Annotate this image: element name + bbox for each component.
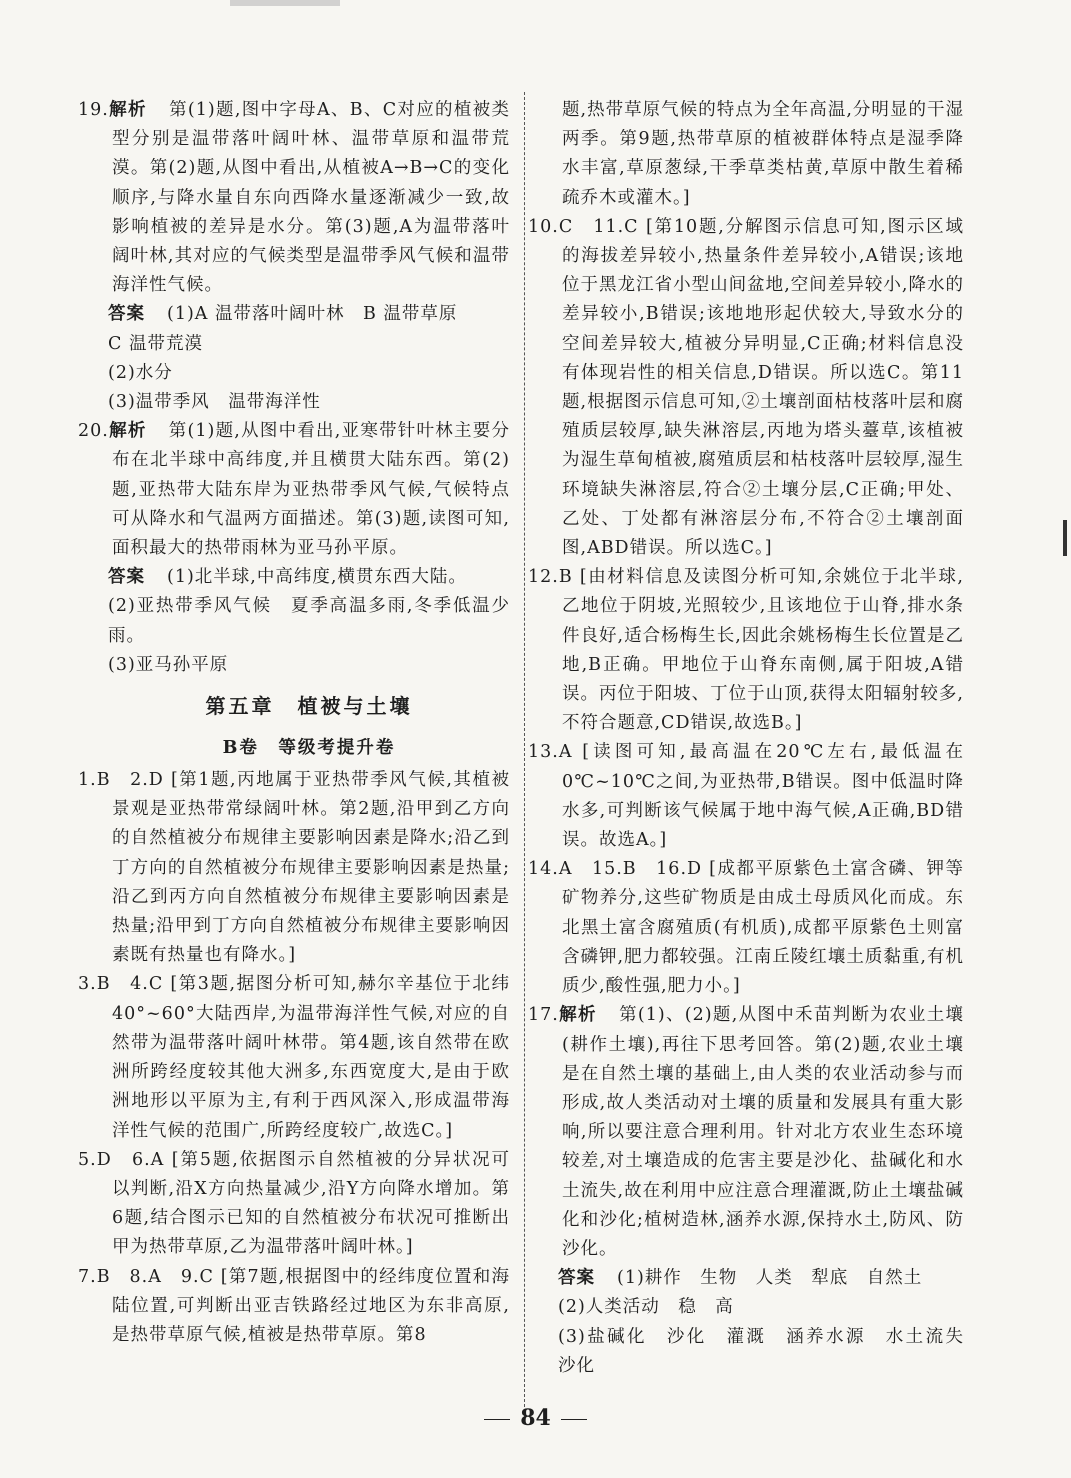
- analysis-label: 解析: [108, 421, 147, 442]
- answer-item: 14.A 15.B 16.D [成都平原紫色土富含磷、钾等矿物养分,这些矿物质是由成土母质风化而成。东北黑土富含腐殖质(有机质),成都平原紫色土则富含磷钾,肥力都较强。江南丘陵红壤土质黏重,有机质少,酸性强,肥力小。]: [528, 859, 964, 997]
- section-subtitle: B卷 等级考提升卷: [222, 738, 396, 759]
- analysis-label: 解析: [558, 1005, 597, 1026]
- answer-item: 10.C 11.C [第10题,分解图示信息可知,图示区域的海拔差异较小,热量条件差异较小,A错误;该地位于黑龙江省小型山间盆地,空间差异较小,降水的差异较小,B错误;该地地形起伏较大,导致水分的空间差异较大,植被分异明显,C正确;材料信息没有体现岩性的相关信息,D错误。所以选C。第11题,根据图示信息可知,②土壤剖面枯枝落叶层和腐殖质层较厚,缺失淋溶层,丙地为塔头薹草,该植被为湿生草甸植被,腐殖质层和枯枝落叶层较厚,湿生环境缺失淋溶层,符合②土壤分层,C正确;甲处、乙处、丁处都有淋溶层分布,不符合②土壤剖面图,ABD错误。所以选C。]: [528, 216, 964, 559]
- chapter-title: 第五章 植被与土壤: [205, 694, 413, 719]
- dash-left: [484, 1419, 510, 1420]
- scan-artifact: [230, 0, 340, 6]
- dash-right: [561, 1419, 587, 1420]
- right-column: [528, 96, 983, 1381]
- answer-item: 1.B 2.D [第1题,丙地属于亚热带季风气候,其植被景观是亚热带常绿阔叶林。第2题,沿甲到乙方向的自然植被分布规律主要影响因素是降水;沿乙到丁方向的自然植被分布规律主要影响因素是热量;沿乙到丙方向自然植被分布规律主要影响因素是热量;沿甲到丁方向自然植被分布规律主要影响因素既有热量也有降水。]: [78, 770, 510, 966]
- analysis-label: 解析: [108, 100, 147, 120]
- answer-item: 5.D 6.A [第5题,依据图示自然植被的分异状况可以判断,沿X方向热量减少,沿Y方向降水增加。第6题,结合图示已知的自然植被分布状况可推断出甲为热带草原,乙为温带落叶阔叶林。]: [78, 1149, 510, 1258]
- answer-block: 答案 (1)北半球,中高纬度,横贯东西大陆。 (2)亚热带季风气候 夏季高温多雨,冬季低温少雨。 (3)亚马孙平原: [108, 567, 510, 675]
- question-20: 20.解析 第(1)题,从图中看出,亚寒带针叶林主要分布在北半球中高纬度,并且横贯大陆东西。第(2)题,亚热带大陆东岸为亚热带季风气候,气候特点可从降水和气温两方面描述。第(3)题,读图可知,面积最大的热带雨林为亚马孙平原。 答案 (1)北半球,中高纬度,横贯东西大陆。 (2)亚热带季风气候 夏季高温多雨,冬季低温少雨。 (3)亚马孙平原: [78, 417, 510, 680]
- answer-item: 7.B 8.A 9.C [第7题,根据图中的经纬度位置和海陆位置,可判断出亚吉铁路经过地区为东非高原,是热带草原气候,植被是热带草原。第8: [78, 1266, 510, 1345]
- page-number: 84: [0, 1405, 1071, 1431]
- question-17: 17.解析 第(1)、(2)题,从图中禾苗判断为农业土壤(耕作土壤),再往下思考回答。第(2)题,农业土壤是在自然土壤的基础上,由人类的农业活动参与而形成,故人类活动对土壤的质量和发展具有重大影响,所以要注意合理利用。针对北方农业生态环境较差,对土壤造成的危害主要是沙化、盐碱化和水土流失,故在利用中应注意合理灌溉,防止土壤盐碱化和沙化;植树造林,涵养水源,保持水土,防风、防沙化。 答案 (1)耕作 生物 人类 犁底 自然土 (2)人类活动 稳 高 (3)盐碱化 沙化 灌溉 涵养水源 水土流失 沙化: [528, 1001, 964, 1381]
- continued-text: 题,热带草原气候的特点为全年高温,分明显的干湿两季。第9题,热带草原的植被群体特点是湿季降水丰富,草原葱绿,干季草类枯黄,草原中散生着稀疏乔木或灌木。]: [562, 100, 964, 208]
- answer-item: 12.B [由材料信息及读图分析可知,余姚位于北半球,乙地位于阴坡,光照较少,且该地位于山脊,排水条件良好,适合杨梅生长,因此余姚杨梅生长位置是乙地,B正确。甲地位于山脊东南侧,属于阳坡,A错误。丙位于阳坡、丁位于山顶,获得太阳辐射较多,不符合题意,CD错误,故选B。]: [528, 567, 964, 734]
- answer-block: 答案 (1)A 温带落叶阔叶林 B 温带草原 C 温带荒漠 (2)水分 (3)温带季风 温带海洋性: [108, 304, 458, 413]
- answer-item: 13.A [读图可知,最高温在20℃左右,最低温在0℃~10℃之间,为亚热带,B错误。图中低温时降水多,可判断该气候属于地中海气候,A正确,BD错误。故选A。]: [528, 742, 964, 851]
- column-divider: [524, 92, 525, 1422]
- answer-block: 答案 (1)耕作 生物 人类 犁底 自然土 (2)人类活动 稳 高 (3)盐碱化 沙化 灌溉 涵养水源 水土流失 沙化: [558, 1268, 983, 1376]
- left-column: [78, 96, 510, 1350]
- page-edge-mark: [1063, 520, 1067, 556]
- answer-item: 3.B 4.C [第3题,据图分析可知,赫尔辛基位于北纬40°~60°大陆西岸,为温带海洋性气候,对应的自然带为温带落叶阔叶林带。第4题,该自然带在欧洲所跨经度较其他大洲多,东西宽度大,是由于欧洲地形以平原为主,有利于西风深入,形成温带海洋性气候的范围广,所跨经度较广,故选C。]: [78, 974, 510, 1141]
- question-19: 19.解析 第(1)题,图中字母A、B、C对应的植被类型分别是温带落叶阔叶林、温带草原和温带荒漠。第(2)题,从图中看出,从植被A→B→C的变化顺序,与降水量自东向西降水量逐渐减少一致,故影响植被的差异是水分。第(3)题,A为温带落叶阔叶林,其对应的气候类型是温带季风气候和温带海洋性气候。 答案 (1)A 温带落叶阔叶林 B 温带草原 C 温带荒漠 (2)水分 (3)温带季风 温带海洋性: [78, 96, 510, 417]
